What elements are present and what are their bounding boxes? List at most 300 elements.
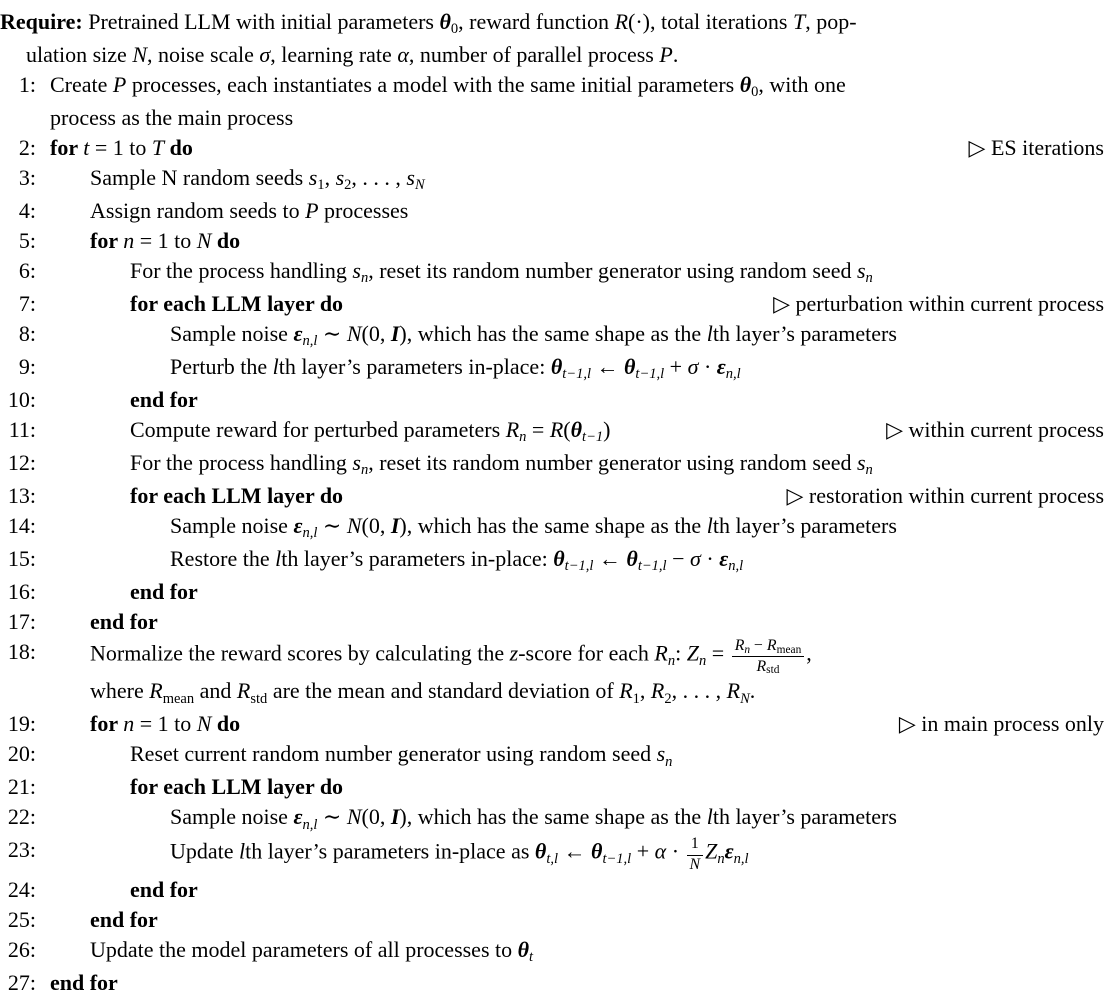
math-var: R — [726, 678, 741, 704]
line-number: 17: — [7, 609, 36, 634]
comment-text: in main process only — [921, 711, 1104, 737]
text-run: ), which has the same shape as the — [399, 804, 707, 830]
math-var-bold: θ — [739, 72, 752, 97]
text-run: Update the model parameters of all processes to — [90, 936, 518, 962]
line-content — [50, 103, 293, 133]
algorithm-line — [0, 739, 1106, 772]
text-run: Restore the — [170, 546, 276, 571]
line-content — [26, 40, 678, 70]
subscript: t−1,l — [635, 366, 665, 383]
math-var-bold: I — [390, 513, 400, 538]
text-run: · — [698, 354, 717, 379]
subscript: 2 — [664, 690, 672, 707]
subscript: t,l — [546, 851, 559, 868]
subscript: std — [766, 664, 780, 677]
algorithm-line — [0, 835, 1106, 874]
text-run: Assign random seeds to — [90, 198, 306, 223]
subscript: 0 — [450, 21, 459, 38]
math-var-bold: ε — [716, 354, 726, 379]
text-run: (0, — [361, 321, 391, 346]
fraction-denominator — [732, 657, 805, 676]
text-run: Pretrained LLM with initial parameters — [88, 9, 440, 34]
math-var: s — [335, 165, 345, 190]
text-run: (0, — [361, 513, 391, 538]
line-content — [170, 511, 897, 544]
triangle-right-icon: ▷ — [968, 135, 991, 160]
line-content — [130, 448, 873, 481]
algorithm-line — [0, 511, 1106, 544]
line-number: 8: — [18, 321, 36, 346]
keyword: end for — [90, 906, 158, 932]
algorithm-line — [0, 7, 1106, 40]
text-run: Sample noise — [170, 513, 294, 538]
line-number: 22: — [7, 804, 36, 830]
math-cal: N — [346, 513, 362, 538]
math-var: R — [619, 678, 633, 704]
math-var: R — [505, 417, 520, 442]
algorithm-line — [0, 415, 1106, 448]
subscript: 2 — [344, 177, 352, 194]
math-var-bold: ε — [293, 513, 303, 538]
algorithm-line — [0, 802, 1106, 835]
text-run: ∼ — [317, 513, 347, 538]
text-run: · — [666, 838, 685, 864]
algorithm-line — [0, 637, 1106, 676]
math-var: T — [151, 135, 165, 160]
subscript: n — [865, 270, 873, 287]
math-var: R — [756, 657, 767, 675]
subscript: n,l — [302, 333, 318, 350]
text-run: Sample noise — [170, 804, 294, 830]
keyword: for — [50, 135, 84, 160]
math-var: R — [149, 678, 163, 704]
text-run: (·), total iterations — [628, 9, 793, 34]
text-run: ) — [603, 417, 611, 442]
line-number: 9: — [18, 354, 36, 379]
math-var: P — [659, 42, 673, 67]
text-run: , . . . , — [351, 165, 407, 190]
text-run: ), which has the same shape as the — [399, 321, 707, 346]
math-var: R — [766, 637, 777, 654]
subscript: t−1,l — [602, 851, 632, 868]
line-number: 5: — [18, 228, 36, 253]
line-number: 14: — [7, 513, 36, 538]
line-comment — [886, 415, 1106, 445]
math-var-bold: θ — [517, 936, 530, 962]
math-cal: N — [346, 321, 362, 346]
line-comment — [899, 709, 1106, 739]
line-content — [90, 163, 425, 196]
line-content — [130, 415, 610, 448]
text-run: , with one — [758, 72, 846, 97]
fraction-numerator — [687, 835, 704, 855]
algorithm-line — [0, 226, 1106, 256]
subscript: n,l — [725, 366, 741, 383]
text-run: Create — [50, 72, 113, 97]
math-var: R — [549, 417, 564, 442]
text-run: , — [806, 640, 812, 666]
math-var: s — [406, 165, 415, 190]
line-content — [90, 709, 240, 739]
text-run: , reset its random number generator using random seed — [368, 258, 857, 283]
line-number: 21: — [7, 774, 36, 800]
math-var: l — [706, 321, 713, 346]
comment-text: perturbation within current process — [795, 291, 1104, 316]
text-run: ← — [558, 838, 592, 864]
comment-text: ES iterations — [990, 135, 1104, 160]
line-content — [130, 256, 873, 289]
math-var: s — [352, 258, 361, 283]
algorithm-line — [0, 968, 1106, 998]
math-var-bold: ε — [724, 838, 734, 864]
algorithm-line — [0, 935, 1106, 968]
text-run: where — [90, 678, 150, 704]
algorithm-line — [0, 448, 1106, 481]
text-run: th layer’s parameters — [712, 321, 897, 346]
math-var: σ — [687, 354, 699, 379]
text-run: − — [750, 637, 767, 654]
text-run: th layer’s parameters in-place: — [278, 354, 551, 379]
math-var-bold: θ — [550, 354, 563, 379]
subscript: mean — [162, 690, 195, 707]
subscript: n — [744, 643, 751, 656]
algorithm-line — [0, 40, 1106, 70]
math-var: s — [656, 741, 666, 767]
subscript: n,l — [733, 851, 749, 868]
algorithm-line — [0, 163, 1106, 196]
math-var-bold: I — [390, 804, 400, 830]
line-comment — [773, 289, 1106, 319]
subscript: N — [414, 177, 425, 194]
subscript: n — [665, 753, 673, 770]
subscript: mean — [776, 643, 802, 656]
text-run: , reward function — [458, 9, 615, 34]
line-number: 24: — [7, 876, 36, 902]
math-var: s — [856, 450, 866, 475]
line-number: 19: — [7, 711, 36, 737]
keyword: Require: — [0, 9, 89, 34]
text-run: , number of parallel process — [408, 42, 660, 67]
math-var-bold: I — [390, 321, 400, 346]
line-number: 27: — [7, 969, 36, 995]
subscript: n,l — [302, 525, 318, 542]
text-run: th layer’s parameters — [712, 804, 897, 830]
keyword: end for — [130, 579, 198, 604]
math-cal: N — [346, 804, 362, 830]
algorithm-line — [0, 607, 1106, 637]
math-var: R — [614, 9, 629, 34]
math-var: l — [239, 838, 246, 864]
line-number: 20: — [7, 741, 36, 767]
text-run: = 1 to — [134, 228, 197, 253]
math-var: α — [397, 42, 409, 67]
math-var: N — [196, 711, 212, 737]
math-var: R — [734, 637, 745, 654]
subscript: n,l — [728, 558, 744, 575]
math-var-bold: θ — [591, 838, 603, 864]
math-var: N — [689, 856, 701, 874]
text-run: , . . . , — [671, 678, 727, 704]
algorithm-line — [0, 709, 1106, 739]
line-number: 18: — [7, 639, 36, 664]
text-run: th layer’s parameters in-place: — [281, 546, 554, 571]
text-run: · — [700, 546, 720, 571]
line-content — [90, 196, 408, 226]
subscript: n — [699, 652, 707, 669]
subscript: t−1,l — [637, 558, 667, 575]
subscript: t−1,l — [562, 366, 591, 383]
keyword: for each LLM layer do — [130, 291, 344, 316]
line-number: 12: — [7, 450, 36, 475]
math-var: N — [196, 228, 212, 253]
subscript: N — [740, 690, 750, 707]
math-var: R — [650, 678, 665, 704]
subscript: t — [529, 949, 534, 966]
math-var-bold: θ — [553, 546, 565, 571]
fraction-denominator — [687, 856, 704, 875]
line-content — [90, 637, 812, 676]
subscript: n — [865, 462, 873, 479]
text-run: − — [666, 546, 691, 571]
text-run: ( — [563, 417, 571, 442]
math-var: σ — [690, 546, 701, 571]
math-var: R — [236, 678, 251, 704]
text-run: process as the main process — [50, 105, 294, 130]
math-var: l — [272, 354, 279, 379]
comment-text: within current process — [908, 417, 1104, 442]
line-content — [50, 70, 846, 103]
text-run: processes — [318, 198, 409, 223]
keyword: end for — [90, 609, 158, 634]
text-run: Compute reward for perturbed parameters — [130, 417, 506, 442]
algorithm-line — [0, 196, 1106, 226]
subscript: 1 — [632, 690, 640, 707]
math-var-bold: θ — [570, 417, 583, 442]
math-var: l — [706, 804, 713, 830]
text-run: processes, each instantiates a model with the same initial parameters — [126, 72, 740, 97]
text-run: (0, — [361, 804, 391, 830]
text-run: Reset current random number generator using random seed — [130, 741, 657, 767]
math-var: Z — [686, 640, 700, 666]
math-var: l — [706, 513, 713, 538]
line-content — [90, 226, 240, 256]
algorithm-line — [0, 905, 1106, 935]
line-number: 10: — [7, 387, 36, 412]
keyword: do — [164, 135, 193, 160]
text-run: ulation size — [26, 42, 133, 67]
math-var-bold: θ — [534, 838, 547, 864]
line-number: 3: — [18, 165, 36, 190]
text-run: + — [664, 354, 688, 379]
algorithm-line — [0, 319, 1106, 352]
line-content — [170, 802, 897, 835]
subscript: n,l — [302, 816, 318, 833]
algorithm-line — [0, 352, 1106, 385]
line-number: 25: — [7, 906, 36, 932]
keyword: end for — [50, 969, 118, 995]
text-run: Perturb the — [170, 354, 273, 379]
math-var-bold: θ — [626, 546, 638, 571]
text-run: , learning rate — [270, 42, 398, 67]
math-var-bold: θ — [623, 354, 636, 379]
line-content — [130, 385, 198, 415]
line-content — [130, 875, 198, 905]
line-number: 26: — [7, 936, 36, 962]
keyword: for each LLM layer do — [130, 483, 344, 508]
text-run: ← — [590, 354, 624, 379]
math-var: t — [83, 135, 90, 160]
text-run: ∼ — [317, 804, 347, 830]
math-var-bold: ε — [293, 321, 303, 346]
text-run: For the process handling — [130, 258, 353, 283]
line-number: 6: — [18, 258, 36, 283]
text-run: . — [672, 42, 679, 67]
text-run: = — [526, 417, 550, 442]
keyword: for — [90, 711, 124, 737]
subscript: std — [250, 690, 268, 707]
line-number: 4: — [18, 198, 36, 223]
text-run: + — [631, 838, 655, 864]
math-var: s — [308, 165, 318, 190]
line-number: 23: — [7, 837, 36, 863]
line-content — [90, 607, 158, 637]
text-run: : — [675, 640, 687, 666]
text-run: , reset its random number generator using random seed — [368, 450, 857, 475]
math-var: l — [275, 546, 282, 571]
line-comment — [969, 133, 1106, 163]
text-run: = 1 to — [89, 135, 152, 160]
line-content — [170, 544, 743, 577]
line-content — [130, 289, 343, 319]
line-number: 13: — [7, 483, 36, 508]
algorithm-line — [0, 70, 1106, 103]
subscript: 1 — [317, 177, 325, 194]
line-number: 15: — [7, 546, 36, 571]
triangle-right-icon: ▷ — [773, 291, 796, 316]
math-var: R — [654, 640, 668, 666]
algorithm-line — [0, 133, 1106, 163]
line-content — [170, 352, 741, 385]
math-var: Z — [705, 838, 718, 864]
text-run: , noise scale — [147, 42, 260, 67]
math-var-bold: ε — [719, 546, 729, 571]
algorithm-line — [0, 385, 1106, 415]
math-var-bold: θ — [439, 9, 451, 34]
text-run: , — [324, 165, 336, 190]
text-run: . — [749, 678, 756, 704]
math-var: n — [123, 711, 135, 737]
fraction — [687, 835, 704, 874]
triangle-right-icon: ▷ — [886, 417, 909, 442]
algorithm-line — [0, 577, 1106, 607]
text-run: -score for each — [518, 640, 655, 666]
line-content — [90, 676, 755, 709]
text-run: 1 — [690, 835, 699, 853]
line-number: 7: — [18, 291, 36, 316]
subscript: n — [667, 652, 676, 669]
subscript: t−1 — [582, 429, 604, 446]
line-content — [0, 7, 857, 40]
keyword: end for — [130, 387, 198, 412]
keyword: for each LLM layer do — [130, 774, 344, 800]
math-var: z — [509, 640, 519, 666]
line-content — [50, 968, 118, 998]
text-run: , pop- — [805, 9, 857, 34]
math-var: s — [352, 450, 361, 475]
text-run: ← — [593, 546, 627, 571]
subscript: n — [717, 851, 725, 868]
text-run: = 1 to — [134, 711, 197, 737]
line-content — [90, 905, 158, 935]
line-content — [50, 133, 193, 163]
line-number: 11: — [8, 417, 36, 442]
math-var: T — [792, 9, 806, 34]
math-var-bold: ε — [293, 804, 303, 830]
algorithm-line — [0, 256, 1106, 289]
text-run: Normalize the reward scores by calculating the — [90, 640, 510, 666]
line-content — [170, 835, 749, 874]
text-run: Update — [170, 838, 240, 864]
algorithm-line — [0, 481, 1106, 511]
subscript: 0 — [751, 84, 759, 101]
line-number: 1: — [18, 72, 36, 97]
subscript: n — [519, 429, 527, 446]
subscript: n — [360, 270, 369, 287]
algorithm-line — [0, 875, 1106, 905]
math-var: N — [132, 42, 147, 67]
text-run: Sample N random seeds — [90, 165, 309, 190]
text-run: ), which has the same shape as the — [399, 513, 707, 538]
algorithm-line — [0, 103, 1106, 133]
algorithm-line — [0, 289, 1106, 319]
line-content — [130, 577, 198, 607]
math-var: n — [123, 228, 135, 253]
line-comment — [787, 481, 1107, 511]
fraction — [732, 637, 805, 676]
math-var: σ — [259, 42, 271, 67]
text-run: th layer’s parameters in-place as — [245, 838, 535, 864]
text-run: ∼ — [317, 321, 347, 346]
line-number: 2: — [18, 135, 36, 160]
triangle-right-icon: ▷ — [898, 711, 922, 737]
math-var: s — [856, 258, 866, 283]
line-content — [130, 739, 672, 772]
line-number: 16: — [7, 579, 36, 604]
line-content — [90, 935, 533, 968]
fraction-numerator — [732, 637, 805, 657]
algorithm-line — [0, 544, 1106, 577]
keyword: do — [211, 228, 241, 253]
subscript: n — [360, 462, 369, 479]
subscript: t−1,l — [564, 558, 594, 575]
algorithm-line — [0, 676, 1106, 709]
text-run: and — [194, 678, 237, 704]
text-run: th layer’s parameters — [712, 513, 897, 538]
text-run: Sample noise — [170, 321, 294, 346]
keyword: do — [211, 711, 241, 737]
text-run: For the process handling — [130, 450, 353, 475]
keyword: for — [90, 228, 124, 253]
triangle-right-icon: ▷ — [786, 483, 809, 508]
text-run: = — [706, 640, 730, 666]
math-var: P — [305, 198, 319, 223]
math-var: P — [112, 72, 127, 97]
line-content — [130, 481, 343, 511]
comment-text: restoration within current process — [808, 483, 1104, 508]
text-run: , — [639, 678, 651, 704]
math-var: α — [654, 838, 667, 864]
line-content — [170, 319, 897, 352]
